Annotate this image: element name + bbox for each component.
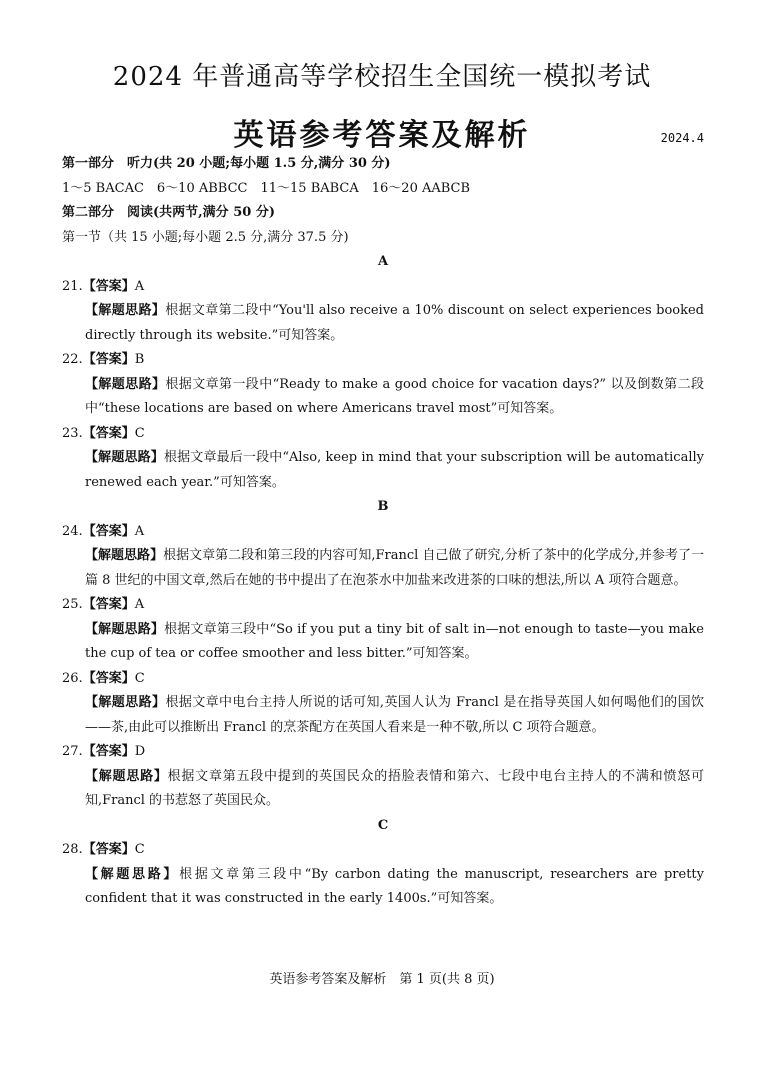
part2-heading: 第二部分 阅读(共两节,满分 50 分) [62, 205, 275, 220]
question-number: 22. [62, 352, 83, 367]
answer-letter: C [134, 425, 145, 441]
explanation-tag: 【解题思路】 [85, 695, 166, 710]
explanation-text: 根据文章第二段中“You'll also receive a 10% discount on select experiences booked directly through its website.”可知答案。 [85, 303, 704, 343]
explanation [62, 299, 704, 348]
section-letter: C [377, 817, 389, 833]
answer-item [62, 275, 704, 349]
explanation [62, 446, 704, 495]
explanation-tag: 【解题思路】 [85, 303, 166, 318]
answer-letter: A [134, 278, 145, 294]
question-number: 27. [62, 744, 83, 759]
question-number: 26. [62, 670, 83, 686]
answer-line [62, 422, 704, 447]
explanation-tag: 【解题思路】 [85, 548, 164, 563]
part2-section1-heading: 第一节（共 15 小题;每小题 2.5 分,满分 37.5 分) [62, 229, 349, 245]
section-letter: A [377, 254, 389, 269]
explanation [62, 691, 704, 740]
explanation-text: 根据文章第一段中“Ready to make a good choice for vacation days?” 以及倒数第二段中“these locations are based on where Americans travel most”可知答案。 [85, 376, 704, 416]
part1-answers: 1～5 BACAC 6～10 ABBCC 11～15 BABCA 16～20 AABCB [62, 180, 471, 196]
answer-line [62, 593, 704, 618]
answer-tag: 【答案】 [82, 523, 135, 539]
part1-heading: 第一部分 听力(共 20 小题;每小题 1.5 分,满分 30 分) [62, 156, 391, 171]
explanation [62, 765, 704, 814]
answer-item [62, 667, 704, 741]
content-body [62, 152, 704, 912]
section-letter: B [377, 499, 389, 514]
answer-line [62, 348, 704, 373]
explanation-text: 根据文章最后一段中“Also, keep in mind that your subscription will be automatically renewed each year.”可知答案。 [85, 450, 704, 490]
explanation-tag: 【解题思路】 [85, 768, 168, 784]
answer-tag: 【答案】 [82, 744, 135, 759]
answer-tag: 【答案】 [82, 352, 135, 367]
page-footer: 英语参考答案及解析 第 1 页(共 8 页) [269, 972, 495, 987]
explanation-tag: 【解题思路】 [85, 621, 165, 637]
explanation-tag: 【解题思路】 [85, 450, 164, 465]
explanation-tag: 【解题思路】 [85, 866, 180, 882]
question-number: 23. [62, 425, 83, 441]
question-number: 28. [62, 842, 83, 857]
answer-item [62, 593, 704, 667]
document-subtitle: 英语参考答案及解析 [233, 118, 531, 153]
answer-letter: C [134, 842, 145, 857]
answer-letter: D [134, 744, 146, 759]
explanation-text: 根据文章第五段中提到的英国民众的捂脸表情和第六、七段中电台主持人的不满和愤怒可知,Francl 的书惹怒了英国民众。 [85, 768, 704, 808]
explanation [62, 618, 704, 667]
answer-item [62, 740, 704, 814]
explanation [62, 544, 704, 593]
reading-sections [62, 250, 704, 912]
explanation-text: 根据文章第二段和第三段的内容可知,Francl 自己做了研究,分析了茶中的化学成分,并参考了一篇 8 世纪的中国文章,然后在她的书中提出了在泡茶水中加盐来改进茶的口味的想法,所以 A 项符合题意。 [85, 548, 704, 588]
answer-tag: 【答案】 [82, 842, 135, 857]
answer-letter: B [134, 352, 145, 367]
explanation-text: 根据文章中电台主持人所说的话可知,英国人认为 Francl 是在指导英国人如何喝他们的国饮——茶,由此可以推断出 Francl 的烹茶配方在英国人看来是一种不敬,所以 C 项符合题意。 [85, 695, 704, 735]
answer-item [62, 838, 704, 912]
answer-line [62, 740, 704, 765]
answer-tag: 【答案】 [82, 670, 135, 686]
answer-line [62, 667, 704, 692]
answer-tag: 【答案】 [82, 278, 135, 294]
exam-title: 2024 年普通高等学校招生全国统一模拟考试 [112, 62, 652, 92]
answer-item [62, 348, 704, 422]
answer-line [62, 838, 704, 863]
answer-item [62, 520, 704, 594]
explanation-text: 根据文章第三段中“So if you put a tiny bit of salt in—not enough to taste—you make the cup of tea or coffee smoother and less bitter.”可知答案。 [85, 621, 704, 661]
answer-letter: C [134, 670, 145, 686]
explanation [62, 373, 704, 422]
explanation [62, 863, 704, 912]
question-number: 24. [62, 523, 83, 539]
answer-tag: 【答案】 [82, 597, 135, 612]
explanation-tag: 【解题思路】 [85, 376, 166, 392]
answer-line [62, 520, 704, 545]
question-number: 25. [62, 597, 83, 612]
question-number: 21. [62, 278, 83, 294]
document-date: 2024.4 [660, 131, 704, 145]
answer-item [62, 422, 704, 496]
explanation-text: 根据文章第三段中“By carbon dating the manuscript, researchers are pretty confident that it was constructed in the early 1400s.”可知答案。 [85, 866, 704, 906]
answer-tag: 【答案】 [82, 425, 135, 441]
answer-letter: A [134, 523, 145, 539]
answer-line [62, 275, 704, 300]
answer-letter: A [134, 597, 145, 612]
